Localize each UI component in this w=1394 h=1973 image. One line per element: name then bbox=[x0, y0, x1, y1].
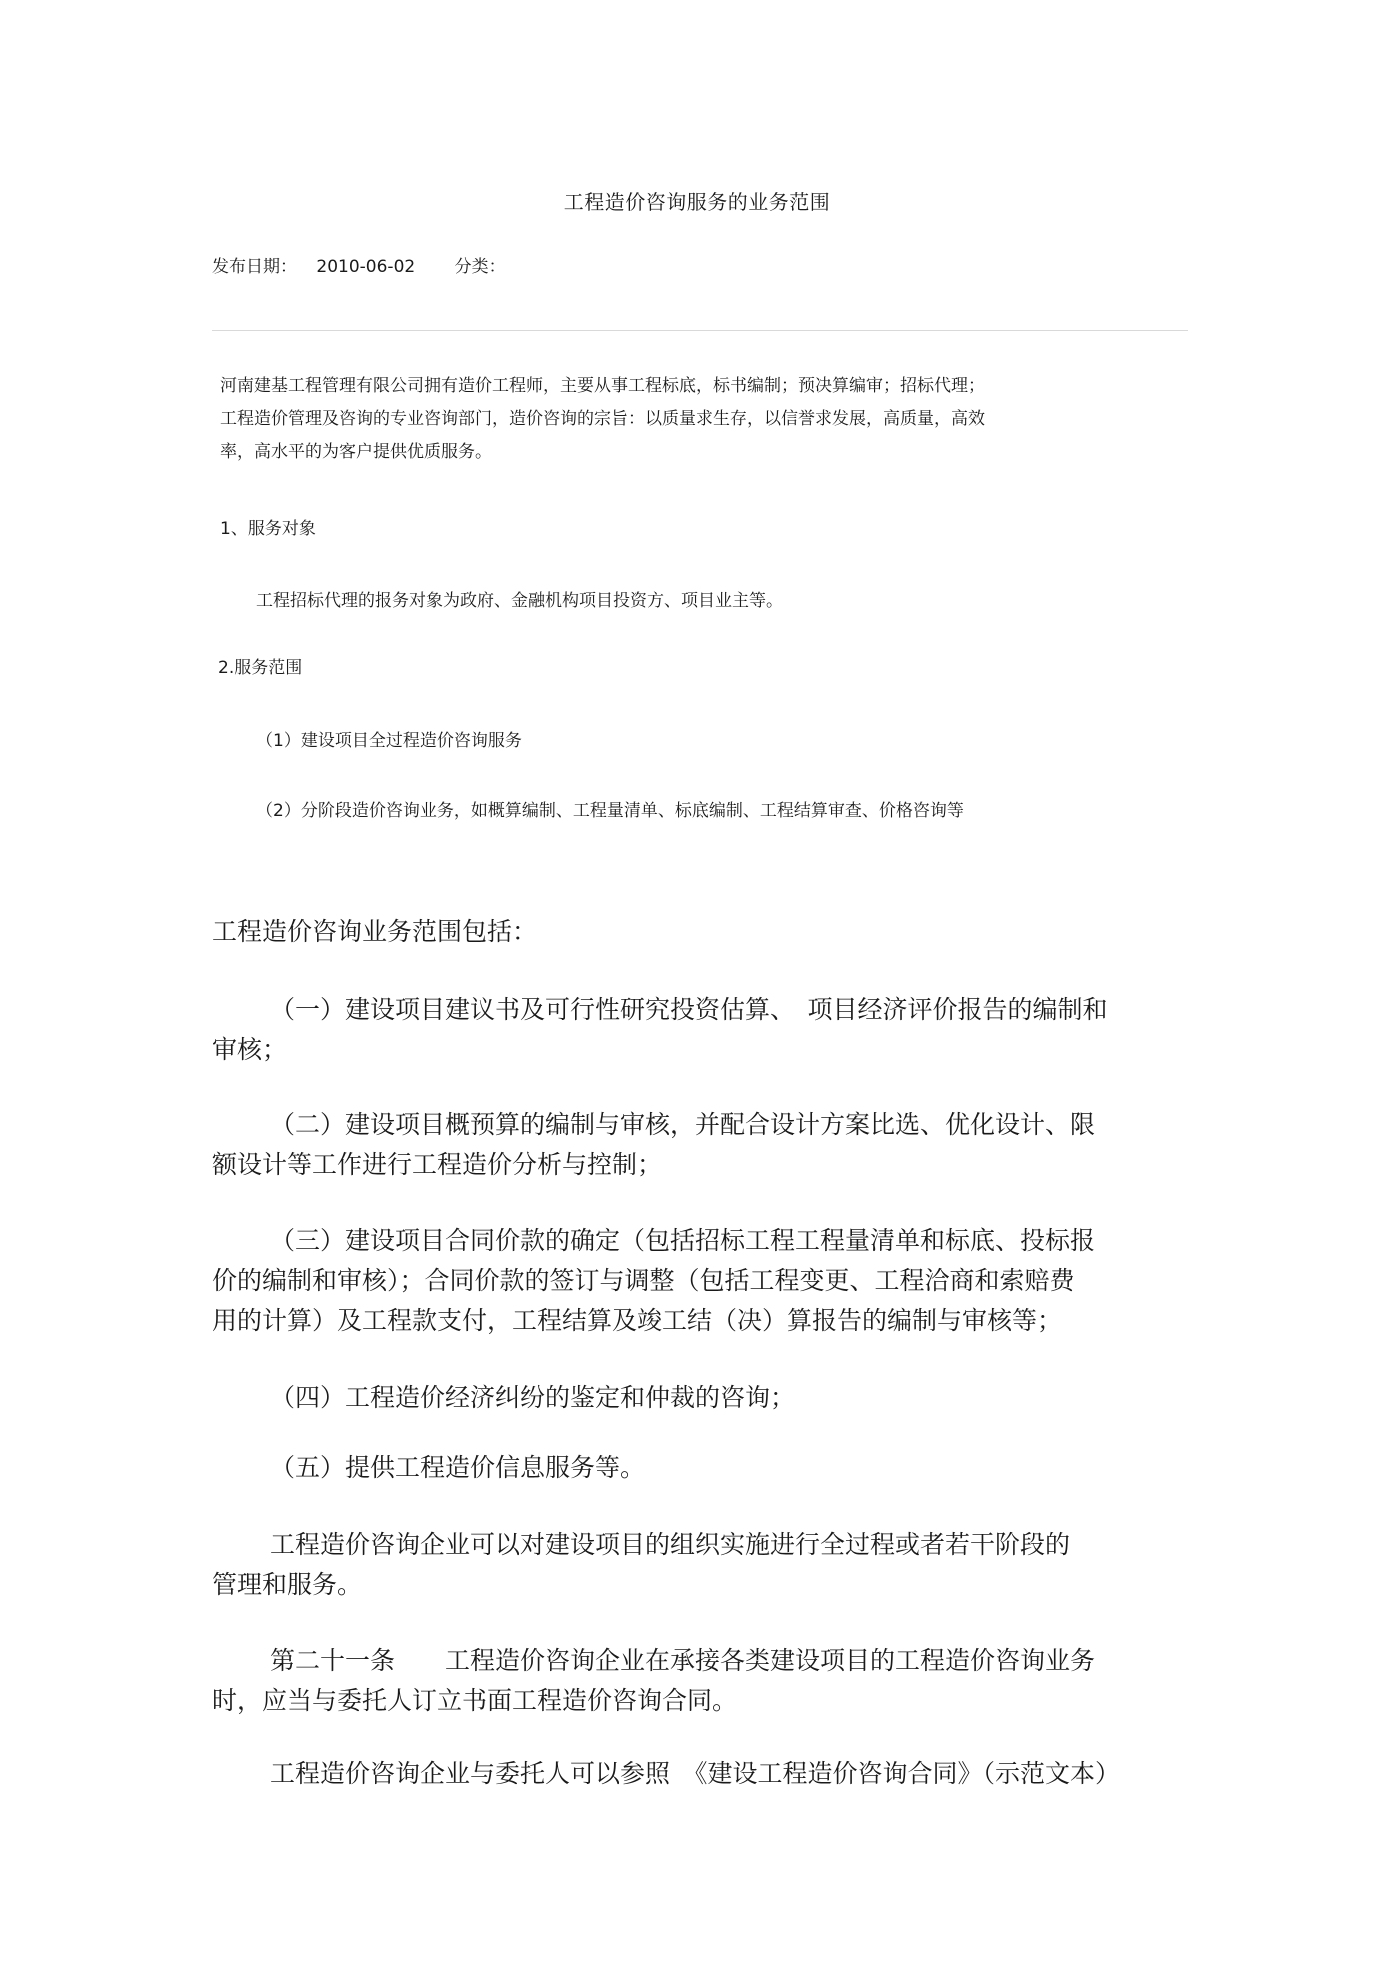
article-21-paragraph bbox=[212, 1641, 1095, 1721]
scope-heading: 工程造价咨询业务范围包括： bbox=[212, 917, 538, 946]
intro-line: 率，高水平的为客户提供优质服务。 bbox=[220, 442, 492, 462]
section2-item-1: （1）建设项目全过程造价咨询服务 bbox=[256, 731, 522, 751]
scope-item-5 bbox=[212, 1448, 645, 1488]
paragraph-line: 第二十一条 工程造价咨询企业在承接各类建设项目的工程造价咨询业务 bbox=[270, 1646, 1096, 1675]
scope-item-line: （二）建设项目概预算的编制与审核，并配合设计方案比选、优化设计、限 bbox=[270, 1110, 1096, 1139]
publish-date-value: 2010-06-02 bbox=[316, 257, 416, 277]
paragraph-line: 工程造价咨询企业与委托人可以参照 《建设工程造价咨询合同》（示范文本） bbox=[270, 1759, 1121, 1788]
paragraph-line: 管理和服务。 bbox=[212, 1570, 363, 1599]
section1-heading: 1、服务对象 bbox=[220, 519, 316, 539]
document-title: 工程造价咨询服务的业务范围 bbox=[563, 190, 831, 214]
scope-item-1 bbox=[212, 990, 1108, 1070]
intro-paragraph bbox=[220, 370, 1120, 469]
enterprise-paragraph bbox=[212, 1525, 1070, 1605]
contract-paragraph bbox=[212, 1754, 1120, 1794]
scope-item-line: 额设计等工作进行工程造价分析与控制； bbox=[212, 1150, 663, 1179]
paragraph-line: 时，应当与委托人订立书面工程造价咨询合同。 bbox=[212, 1686, 738, 1715]
scope-item-line: （一）建设项目建议书及可行性研究投资估算、 项目经济评价报告的编制和 bbox=[270, 995, 1108, 1024]
scope-item-4 bbox=[212, 1378, 795, 1418]
scope-item-line: 价的编制和审核）；合同价款的签订与调整（包括工程变更、工程洽商和索赔费 bbox=[212, 1266, 1075, 1295]
scope-item-line: （四）工程造价经济纠纷的鉴定和仲裁的咨询； bbox=[270, 1383, 796, 1412]
scope-item-2 bbox=[212, 1105, 1095, 1185]
publish-date-label: 发布日期： bbox=[212, 257, 297, 277]
scope-item-3 bbox=[212, 1221, 1095, 1341]
intro-line: 河南建基工程管理有限公司拥有造价工程师，主要从事工程标底，标书编制；预决算编审；招标代理； bbox=[220, 376, 985, 396]
scope-item-line: （五）提供工程造价信息服务等。 bbox=[270, 1453, 646, 1482]
publish-meta bbox=[212, 252, 506, 277]
scope-item-line: 审核； bbox=[212, 1035, 288, 1064]
section2-heading: 2.服务范围 bbox=[218, 658, 303, 678]
scope-item-line: 用的计算）及工程款支付，工程结算及竣工结（决）算报告的编制与审核等； bbox=[212, 1306, 1063, 1335]
scope-item-line: （三）建设项目合同价款的确定（包括招标工程工程量清单和标底、投标报 bbox=[270, 1226, 1096, 1255]
section2-item-2: （2）分阶段造价咨询业务，如概算编制、工程量清单、标底编制、工程结算审查、价格咨询等 bbox=[256, 801, 964, 821]
paragraph-line: 工程造价咨询企业可以对建设项目的组织实施进行全过程或者若干阶段的 bbox=[270, 1530, 1071, 1559]
intro-line: 工程造价管理及咨询的专业咨询部门，造价咨询的宗旨：以质量求生存，以信誉求发展，高质量，高效 bbox=[220, 409, 985, 429]
category-label: 分类： bbox=[454, 257, 506, 277]
header-divider bbox=[212, 330, 1188, 331]
section1-text: 工程招标代理的报务对象为政府、金融机构项目投资方、项目业主等。 bbox=[256, 591, 783, 611]
